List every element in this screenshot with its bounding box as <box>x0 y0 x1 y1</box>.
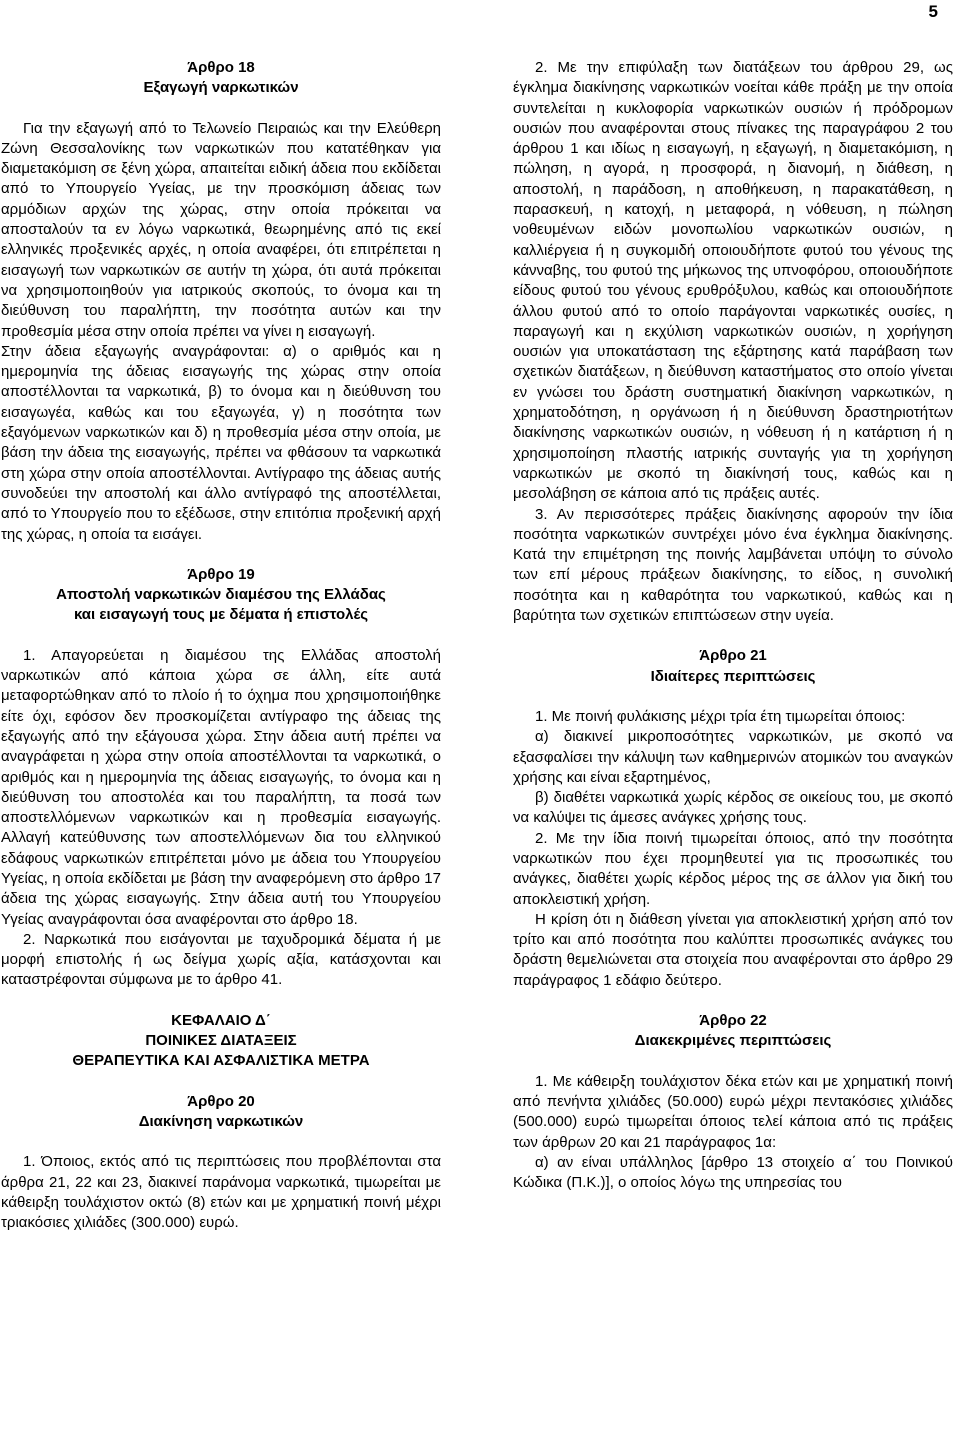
article-19-subtitle-line-2: και εισαγωγή τους με δέματα ή επιστολές <box>73 606 369 624</box>
article-21-subtitle: Ιδιαίτερες περιπτώσεις <box>650 667 816 685</box>
article-18-paragraph-2: Στην άδεια εξαγωγής αναγράφονται: α) ο αριθμός και η ημερομηνία της άδειας εισαγωγής της χώρας στην οποία αποστέλλονται τα ναρκωτικά, β) το όνομα και η διεύθυνση του εισαγωγέα, καθώς και του εξαγωγέα, γ) η ποσότητα των εξαγόμενων ναρκωτικών και δ) η προθεσμία μέσα στην οποία, με βάση την άδεια της εισαγωγής, πρέπει να φθάσουν τα ναρκωτικά στη χώρα στην οποία αποστέλλονται. Αντίγραφο της άδειας αυτής συνοδεύει την αποστολή και άλλο αντίγραφό της αποστέλλεται, από το Υπουργείο που το εξέδωσε, στην επιτόπια προξενική αρχή της χώρας, η οποία τα εισάγει. <box>1 342 441 543</box>
article-19-paragraph-2: 2. Ναρκωτικά που εισάγονται με ταχυδρομικά δέματα ή με μορφή επιστολής ή ως δείγμα χωρίς αξία, κατάσχονται και καταστρέφονται σύμφωνα με το άρθρο 41. <box>1 930 441 989</box>
article-18-subtitle: Εξαγωγή ναρκωτικών <box>143 79 299 97</box>
article-19-heading <box>1 565 441 626</box>
chapter-heading <box>1 1011 441 1072</box>
article-21-paragraph-1: 1. Με ποινή φυλάκισης μέχρι τρία έτη τιμωρείται όποιος: <box>535 707 906 725</box>
article-21-title: Άρθρο 21 <box>699 647 767 665</box>
article-20-paragraph-1: 1. Όποιος, εκτός από τις περιπτώσεις που προβλέπονται στα άρθρα 21, 22 και 23, διακινεί παράνομα ναρκωτικά, τιμωρείται με κάθειρξη τουλάχιστον οκτώ (8) ετών και με χρηματική ποινή μέχρι τριακόσιες χιλιάδες (300.000) ευρώ. <box>1 1153 441 1232</box>
article-22-paragraph-1a: α) αν είναι υπάλληλος [άρθρο 13 στοιχείο α΄ του Ποινικού Κώδικα (Π.Κ.)], ο οποίος λόγω της υπηρεσίας του <box>513 1153 953 1192</box>
article-20-paragraph-2: 2. Με την επιφύλαξη των διατάξεων του άρθρου 29, ως έγκλημα διακίνησης ναρκωτικών νοείται κάθε πράξη με την οποία συντελείται η κυκλοφορία ναρκωτικών ουσιών ή πρόδρομων ουσιών που αναφέρονται στους πίνακες της παραγράφου 2 του άρθρου 1 και ιδίως η εισαγωγή, η εξαγωγή, η διαμετακόμιση, η πώληση, η αγορά, η προσφορά, η διανομή, η διάθεση, η αποστολή, η παράδοση, η αποθήκευση, η παρακατάθεση, η παρασκευή, η κατοχή, η μεταφορά, η νόθευση, η πώληση νοθευμένων ειδών μονοπωλίου ναρκωτικών ουσιών, η καλλιέργεια ή η συγκομιδή οποιουδήποτε φυτού του γένους της κάνναβης, του φυτού της μήκωνος της υπνοφόρου, οποιουδήποτε είδους φυτού του γένους ερυθρόξυλου, καθώς και οποιουδήποτε άλλου φυτού από το οποίο παράγονται ναρκωτικές ουσίες, η παραγωγή και η εκχύλιση ναρκωτικών ουσιών, η χορήγηση ουσιών για υποκατάσταση της εξάρτησης κατά παράβαση των σχετικών διατάξεων, η διεύθυνση καταστήματος στο οποίο γίνεται εν γνώσει του δράστη συστηματική διακίνηση ναρκωτικών, η χρηματοδότηση, η οργάνωση ή η διεύθυνση δραστηριοτήτων διακίνησης ναρκωτικών ουσιών, η νόθευση ή η κατάρτιση ή η χρησιμοποίηση πλαστής ιατρικής συνταγής για τη χορήγηση ναρκωτικών με σκοπό τη διακίνησή τους, καθώς και η μεσολάβηση σε κάποια από τις πράξεις αυτές. <box>513 59 953 503</box>
article-22-paragraph-1: 1. Με κάθειρξη τουλάχιστον δέκα ετών και με χρηματική ποινή από πενήντα χιλιάδες (50.000) ευρώ μέχρι πεντακόσιες χιλιάδες (500.000) ευρώ τιμωρείται όποιος τελεί κάποια από τις πράξεις των άρθρων 20 και 21 παράγραφος 1α: <box>513 1072 953 1151</box>
article-18-paragraph-1: Για την εξαγωγή από το Τελωνείο Πειραιώς και την Ελεύθερη Ζώνη Θεσσαλονίκης των ναρκωτικών που κατατέθηκαν για διαμετακόμιση σε ξένη χώρα, απαιτείται ειδική άδεια που εκδίδεται από το Υπουργείο Υγείας, με την προσκόμιση άδειας των αρμόδιων αρχών της χώρας, στην οποία πρόκειται να αποσταλούν τα εν λόγω ναρκωτικά, θεωρημένης από τις εκεί ελληνικές προξενικές αρχές, η οποία αναφέρει, ότι επιτρέπεται η εισαγωγή των ναρκωτικών σε αυτήν τη χώρα, ότι αυτά πρόκειται να χρησιμοποιηθούν για ιατρικούς σκοπούς, το όνομα και τη διεύθυνση του παραλήπτη, την ποσότητα αυτών και την προθεσμία μέσα στην οποία πρέπει να γίνει η εισαγωγή. <box>1 119 441 340</box>
right-column <box>513 58 953 1193</box>
article-22-title: Άρθρο 22 <box>699 1012 767 1030</box>
article-21-heading <box>513 646 953 687</box>
article-18-title: Άρθρο 18 <box>187 59 255 76</box>
page-number: 5 <box>928 2 938 21</box>
chapter-title-line-2: ΘΕΡΑΠΕΥΤΙΚΑ ΚΑΙ ΑΣΦΑΛΙΣΤΙΚΑ ΜΕΤΡΑ <box>72 1052 370 1070</box>
article-20-paragraph-3: 3. Αν περισσότερες πράξεις διακίνησης αφορούν την ίδια ποσότητα ναρκωτικών συντρέχει μόνο ένα έγκλημα διακίνησης. Κατά την επιμέτρηση της ποινής λαμβάνεται υπόψη το σύνολο των επί μέρους πράξεων διακίνησης, το είδος, η συνολική ποσότητα και η καθαρότητα του ναρκωτικού, καθώς και η βαρύτητα των σχετικών επιπτώσεων στην υγεία. <box>513 505 953 625</box>
article-20-subtitle: Διακίνηση ναρκωτικών <box>138 1112 304 1130</box>
article-20-heading <box>1 1092 441 1133</box>
article-21-paragraph-2: 2. Με την ίδια ποινή τιμωρείται όποιος, από την ποσότητα ναρκωτικών που έχει προμηθευτεί για τις προσωπικές του ανάγκες, διαθέτει χωρίς κέρδος μέρος της σε άλλον για δική του αποκλειστική χρήση. <box>513 829 953 908</box>
article-21-paragraph-3: Η κρίση ότι η διάθεση γίνεται για αποκλειστική χρήση από τον τρίτο και από ποσότητα που καλύπτει προσωπικές ανάγκες του δράστη θεμελιώνεται στα στοιχεία που αναφέρονται στο άρθρο 29 παράγραφος 1 εδάφιο δεύτερο. <box>513 910 953 989</box>
article-18-heading <box>1 58 441 99</box>
chapter-title-line-1: ΠΟΙΝΙΚΕΣ ΔΙΑΤΑΞΕΙΣ <box>145 1032 297 1050</box>
article-21-paragraph-1b: β) διαθέτει ναρκωτικά χωρίς κέρδος σε οικείους του, με σκοπό να καλύψει τις άμεσες ανάγκες χρήσης τους. <box>513 789 953 827</box>
article-19-subtitle-line-1: Αποστολή ναρκωτικών διαμέσου της Ελλάδας <box>56 586 386 604</box>
article-22-subtitle: Διακεκριμένες περιπτώσεις <box>634 1032 832 1050</box>
article-21-paragraph-1a: α) διακινεί μικροποσότητες ναρκωτικών, με σκοπό να εξασφαλίσει την κάλυψη των καθημερινών ατομικών του αναγκών χρήσης και είναι εξαρτημένος, <box>513 728 953 786</box>
article-19-title: Άρθρο 19 <box>187 565 255 583</box>
left-column <box>1 58 441 1233</box>
article-22-heading <box>513 1011 953 1052</box>
article-20-title: Άρθρο 20 <box>187 1092 255 1110</box>
chapter-number: ΚΕΦΑΛΑΙΟ Δ΄ <box>171 1011 271 1029</box>
article-19-paragraph-1: 1. Απαγορεύεται η διαμέσου της Ελλάδας αποστολή ναρκωτικών από κάποια χώρα σε άλλη, είτε αυτά μεταφορτώθηκαν από το πλοίο ή το όχημα που χρησιμοποιήθηκε είτε όχι, εφόσον δεν προσκομίζεται αντίγραφο της άδειας της εξαγωγής από την εξάγουσα χώρα. Στην άδεια αυτή πρέπει να αναγράφεται η χώρα στην οποία αποστέλλονται τα ναρκωτικά, ο αριθμός και η ημερομηνία της άδειας εισαγωγής, το όνομα και η διεύθυνση του αποστολέα και του παραλήπτη, τα ποσά των αποστελλόμενων ναρκωτικών και η προθεσμία εισαγωγής. Αλλαγή κατεύθυνσης των αποστελλόμενων δια του ελληνικού εδάφους ναρκωτικών επιτρέπεται μόνο με άδεια του Υπουργείου Υγείας, η οποία εκδίδεται με βάση την αναφερόμενη στο άρθρο 17 άδεια της χώρας εισαγωγής. Στην άδεια αυτή του Υπουργείου Υγείας αναγράφονται όσα αναφέρονται στο άρθρο 18. <box>1 646 441 928</box>
